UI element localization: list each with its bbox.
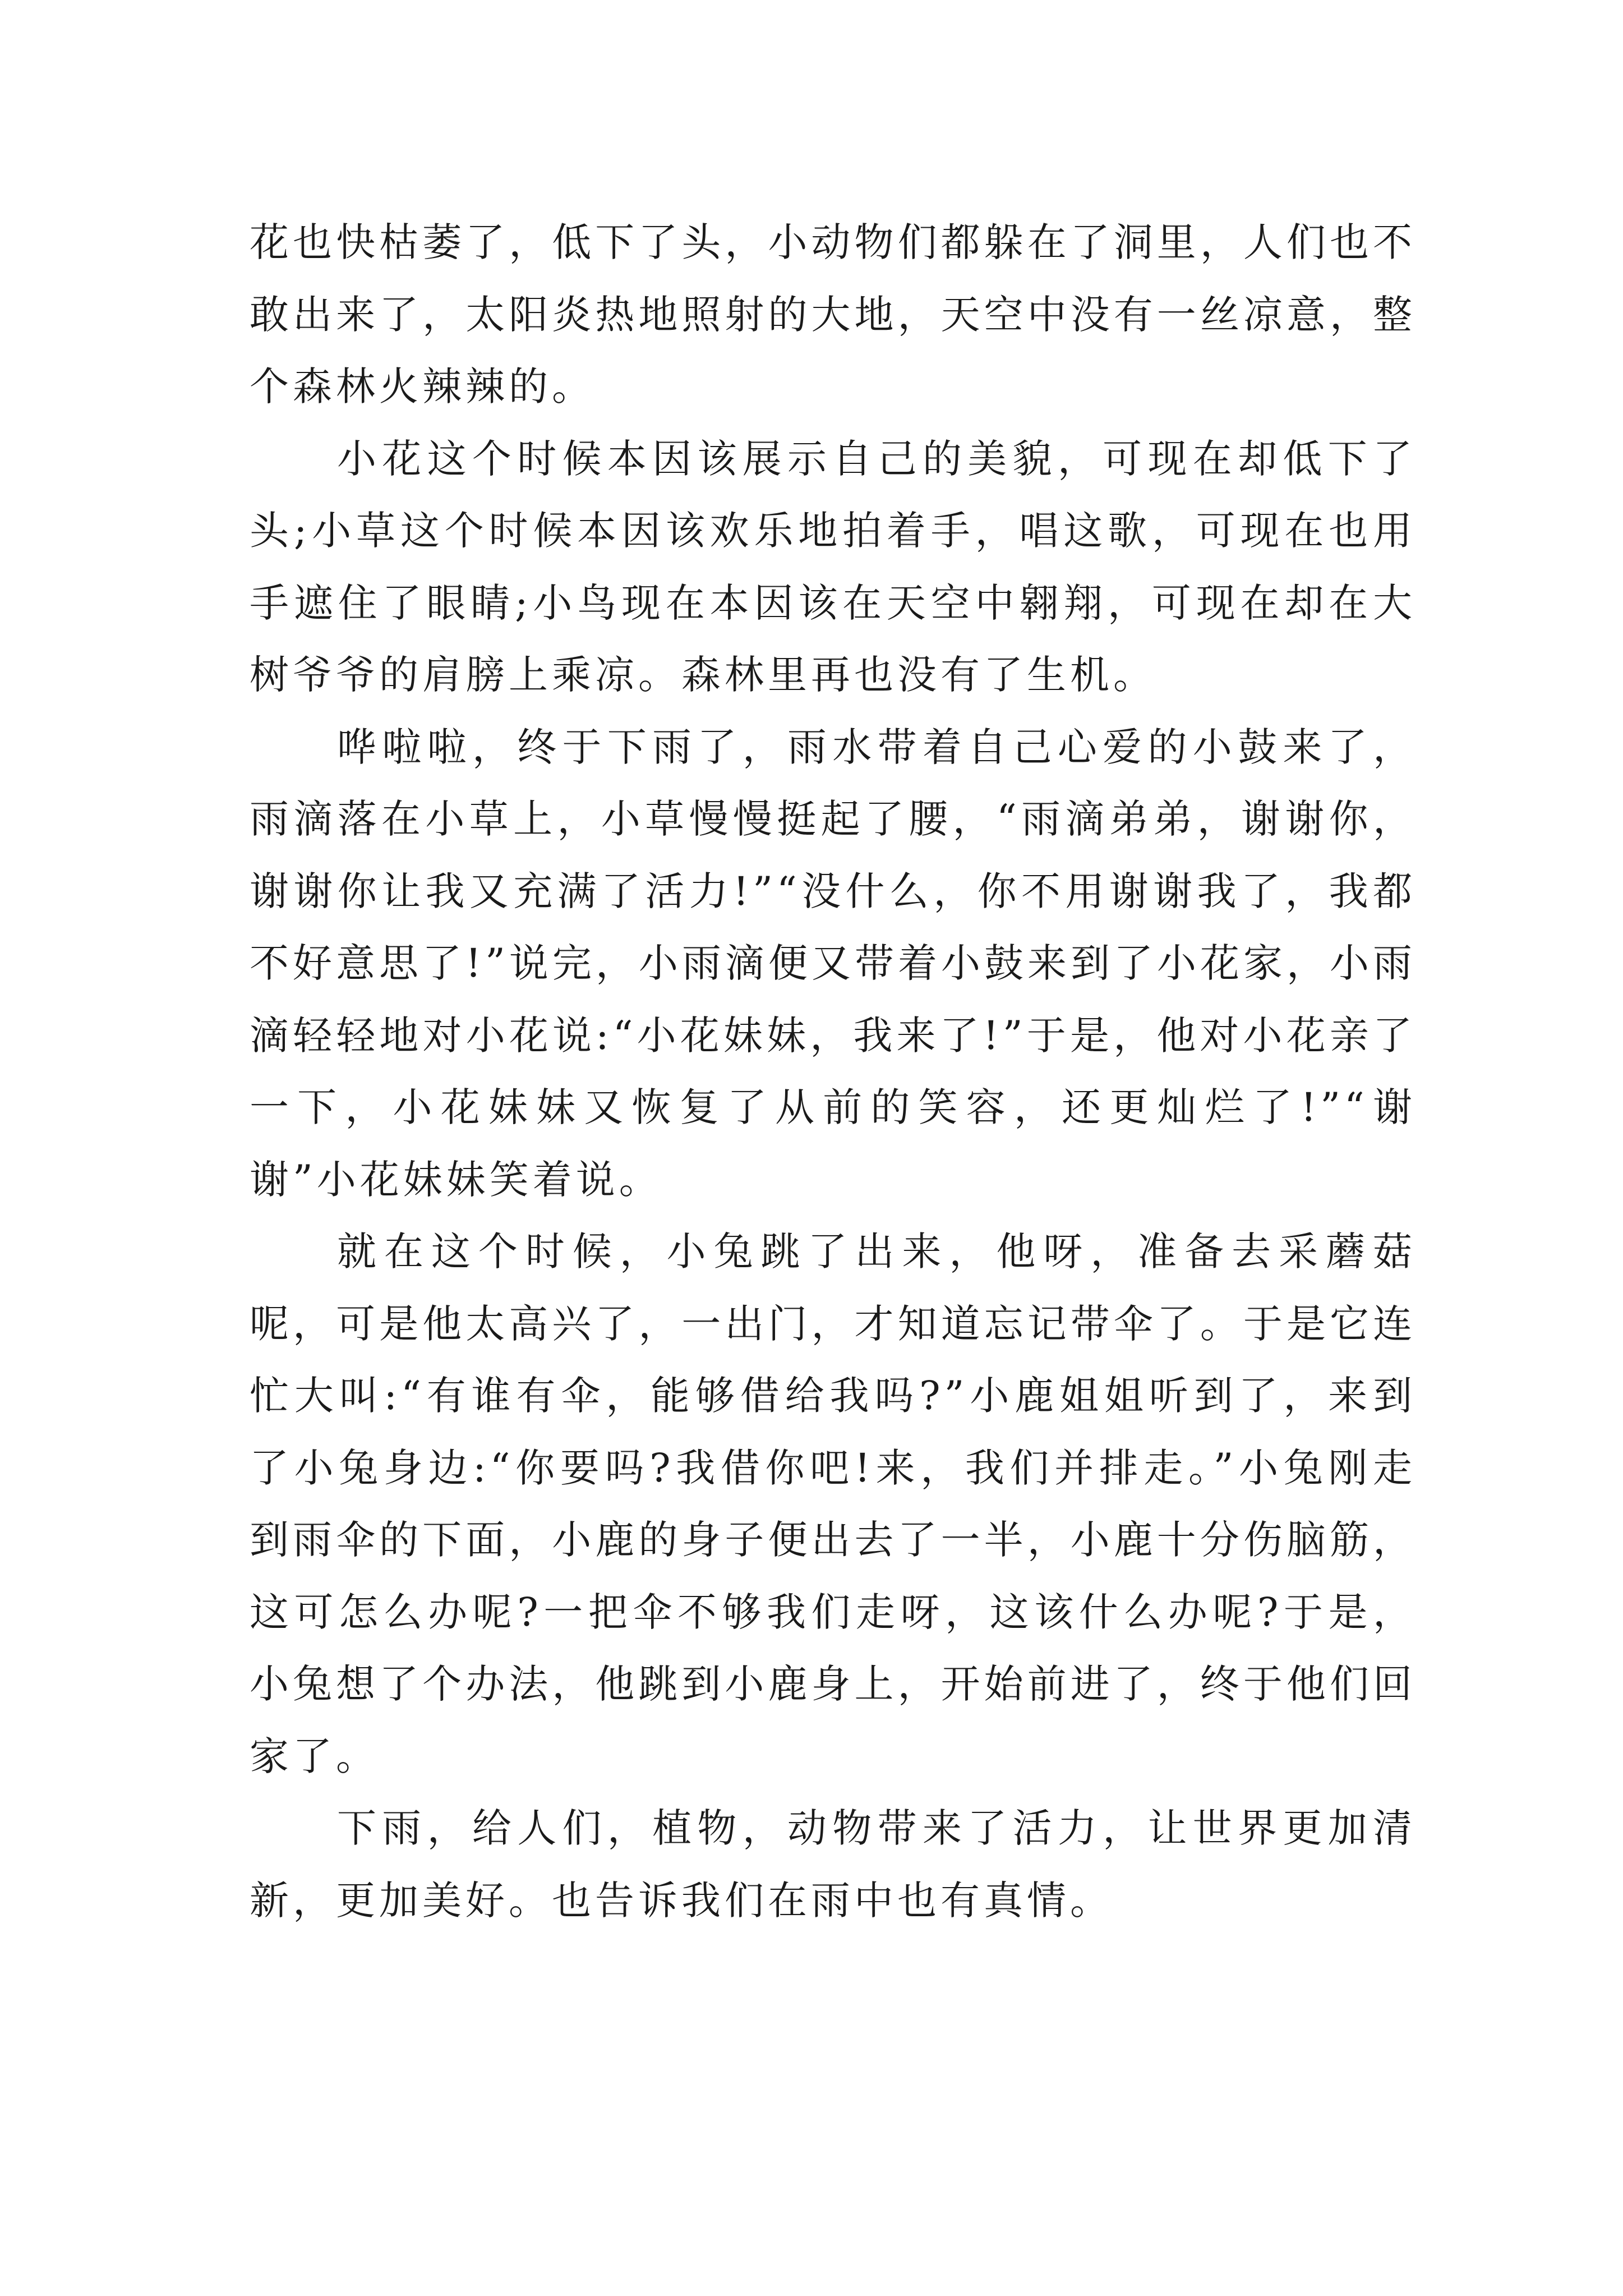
paragraph-continued: 花也快枯萎了，低下了头，小动物们都躲在了洞里，人们也不敢出来了，太阳炎热地照射的大地，天空中没有一丝凉意，整个森林火辣辣的。: [250, 219, 1416, 409]
paragraph-rain-arrives: 哗啦啦，终于下雨了，雨水带着自己心爱的小鼓来了，雨滴落在小草上，小草慢慢挺起了腰，“雨滴弟弟，谢谢你，谢谢你让我又充满了活力!”“没什么，你不用谢谢我了，我都不好意思了!”说完，小雨滴便又带着小鼓来到了小花家，小雨滴轻轻地对小花说:“小花妹妹，我来了!”于是，他对小花亲了一下，小花妹妹又恢复了从前的笑容，还更灿烂了!”“谢谢”小花妹妹笑着说。: [250, 724, 1416, 1203]
paragraph-rabbit-and-deer: 就在这个时候，小兔跳了出来，他呀，准备去采蘑菇呢，可是他太高兴了，一出门，才知道忘记带伞了。于是它连忙大叫:“有谁有伞，能够借给我吗?”小鹿姐姐听到了，来到了小兔身边:“你要吗?我借你吧!来，我们并排走。”小兔刚走到雨伞的下面，小鹿的身子便出去了一半，小鹿十分伤脑筋，这可怎么办呢?一把伞不够我们走呀，这该什么办呢?于是，小兔想了个办法，他跳到小鹿身上，开始前进了，终于他们回家了。: [250, 1228, 1416, 1779]
document-body: [250, 206, 1416, 1936]
paragraph-conclusion: 下雨，给人们，植物，动物带来了活力，让世界更加清新，更加美好。也告诉我们在雨中也有真情。: [250, 1805, 1416, 1924]
paragraph-flowers-and-grass: 小花这个时候本因该展示自己的美貌，可现在却低下了头;小草这个时候本因该欢乐地拍着手，唱这歌，可现在也用手遮住了眼睛;小鸟现在本因该在天空中翱翔，可现在却在大树爷爷的肩膀上乘凉。森林里再也没有了生机。: [250, 435, 1416, 698]
